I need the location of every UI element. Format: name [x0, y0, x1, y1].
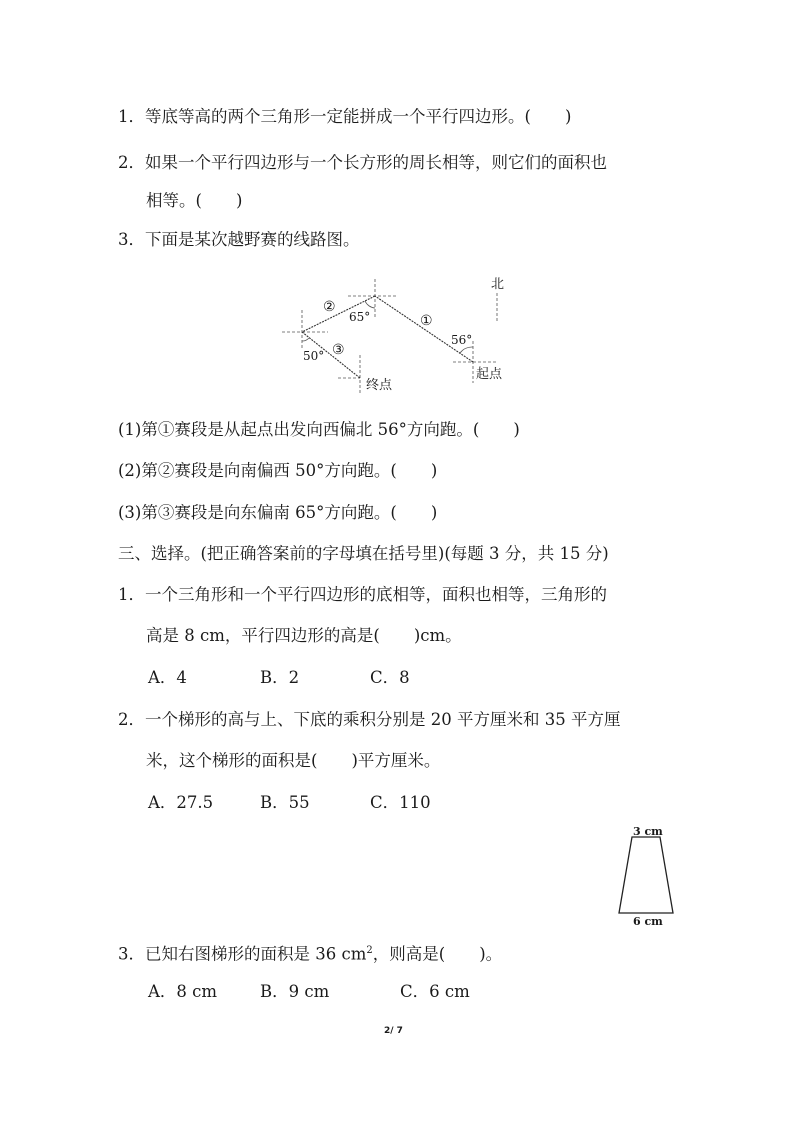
sub1-text: (1)第①赛段是从起点出发向西偏北 56°方向跑。( [118, 420, 480, 439]
choice-q3-option-a[interactable]: A．8 cm [148, 982, 218, 1001]
choice-q2-option-a[interactable]: A．27.5 [148, 793, 214, 812]
north-label: 北 [491, 277, 505, 292]
judge-q2-line1 [118, 153, 607, 173]
segment-label-2: ② [323, 299, 336, 315]
choice-q1-option-a[interactable]: A．4 [148, 668, 187, 687]
close-paren: ) [564, 107, 572, 126]
trapezoid-bottom-label: 6 cm [633, 915, 663, 928]
choice-q2-line1 [118, 710, 620, 730]
choice-q3-text-2: ，则高是( [372, 944, 446, 964]
choice-q2-option-c[interactable]: C．110 [370, 793, 431, 812]
judge-q1-number: 1． [118, 107, 145, 126]
judge-q2-text-2: 相等。( [146, 191, 202, 210]
judge-q2-text: 如果一个平行四边形与一个长方形的周长相等，则它们的面积也 [145, 153, 607, 172]
choice-q1-text-2: 高是 8 cm，平行四边形的高是( [146, 626, 380, 645]
choice-q3-line [118, 941, 502, 965]
close-paren: ) [235, 191, 243, 210]
section-heading: 三、选择。(把正确答案前的字母填在括号里)(每题 3 分，共 15 分) [118, 544, 609, 563]
close-paren: ) [430, 503, 438, 522]
trapezoid-figure [600, 820, 690, 930]
angle-arc-56 [460, 347, 473, 353]
judge-q3-sub2 [118, 461, 437, 481]
segment-label-3: ③ [332, 342, 345, 358]
judge-q1 [118, 107, 571, 127]
choice-q1-option-c[interactable]: C．8 [370, 668, 410, 687]
choice-q3-text-3: )。 [479, 944, 503, 964]
choice-q3-number: 3． [118, 944, 145, 964]
judge-q1-text: 等底等高的两个三角形一定能拼成一个平行四边形。( [145, 107, 531, 126]
angle-label-56: 56° [451, 333, 473, 347]
choice-q2-text-3: )平方厘米。 [351, 751, 441, 770]
choice-q2-line2 [146, 751, 440, 771]
page-number: 2/ 7 [384, 1026, 403, 1036]
close-paren: ) [513, 420, 520, 439]
start-label: 起点 [476, 367, 503, 382]
choice-q2-text: 一个梯形的高与上、下底的乘积分别是 20 平方厘米和 35 平方厘 [145, 710, 621, 729]
choice-q1-line2 [146, 626, 462, 646]
judge-q3-number: 3． [118, 230, 145, 249]
choice-q3-option-b[interactable]: B．9 cm [260, 982, 330, 1001]
close-paren: ) [430, 461, 438, 480]
judge-q3-sub3 [118, 503, 437, 523]
choice-q3-text: 已知右图梯形的面积是 36 cm [145, 944, 367, 964]
angle-label-50: 50° [303, 349, 325, 363]
trapezoid-top-label: 3 cm [633, 825, 663, 838]
judge-q3 [118, 230, 360, 250]
trapezoid-shape [619, 837, 673, 913]
sub2-text: (2)第②赛段是向南偏西 50°方向跑。( [118, 461, 397, 480]
judge-q2-line2 [146, 191, 242, 211]
segment-label-1: ① [420, 313, 433, 329]
choice-q2-number: 2． [118, 710, 145, 729]
judge-q3-sub1 [118, 420, 520, 440]
end-label: 终点 [366, 378, 393, 393]
choice-q1-number: 1． [118, 585, 145, 604]
superscript-2: 2 [366, 945, 373, 956]
choice-q2-text-2: 米，这个梯形的面积是( [146, 751, 318, 770]
sub3-text: (3)第③赛段是向东偏南 65°方向跑。( [118, 503, 397, 522]
judge-q2-number: 2． [118, 153, 145, 172]
choice-q1-text-3: )cm。 [413, 626, 462, 645]
choice-q2-option-b[interactable]: B．55 [260, 793, 310, 812]
angle-arc-50 [302, 338, 309, 341]
angle-label-65: 65° [349, 310, 371, 324]
route-diagram [270, 265, 530, 400]
choice-q3-option-c[interactable]: C．6 cm [400, 982, 470, 1001]
choice-q1-line1 [118, 585, 607, 605]
choice-q1-option-b[interactable]: B．2 [260, 668, 300, 687]
choice-q1-text: 一个三角形和一个平行四边形的底相等，面积也相等，三角形的 [145, 585, 607, 604]
judge-q3-text: 下面是某次越野赛的线路图。 [145, 230, 360, 249]
angle-arc-65 [365, 301, 375, 308]
route-segment-1 [375, 296, 473, 362]
